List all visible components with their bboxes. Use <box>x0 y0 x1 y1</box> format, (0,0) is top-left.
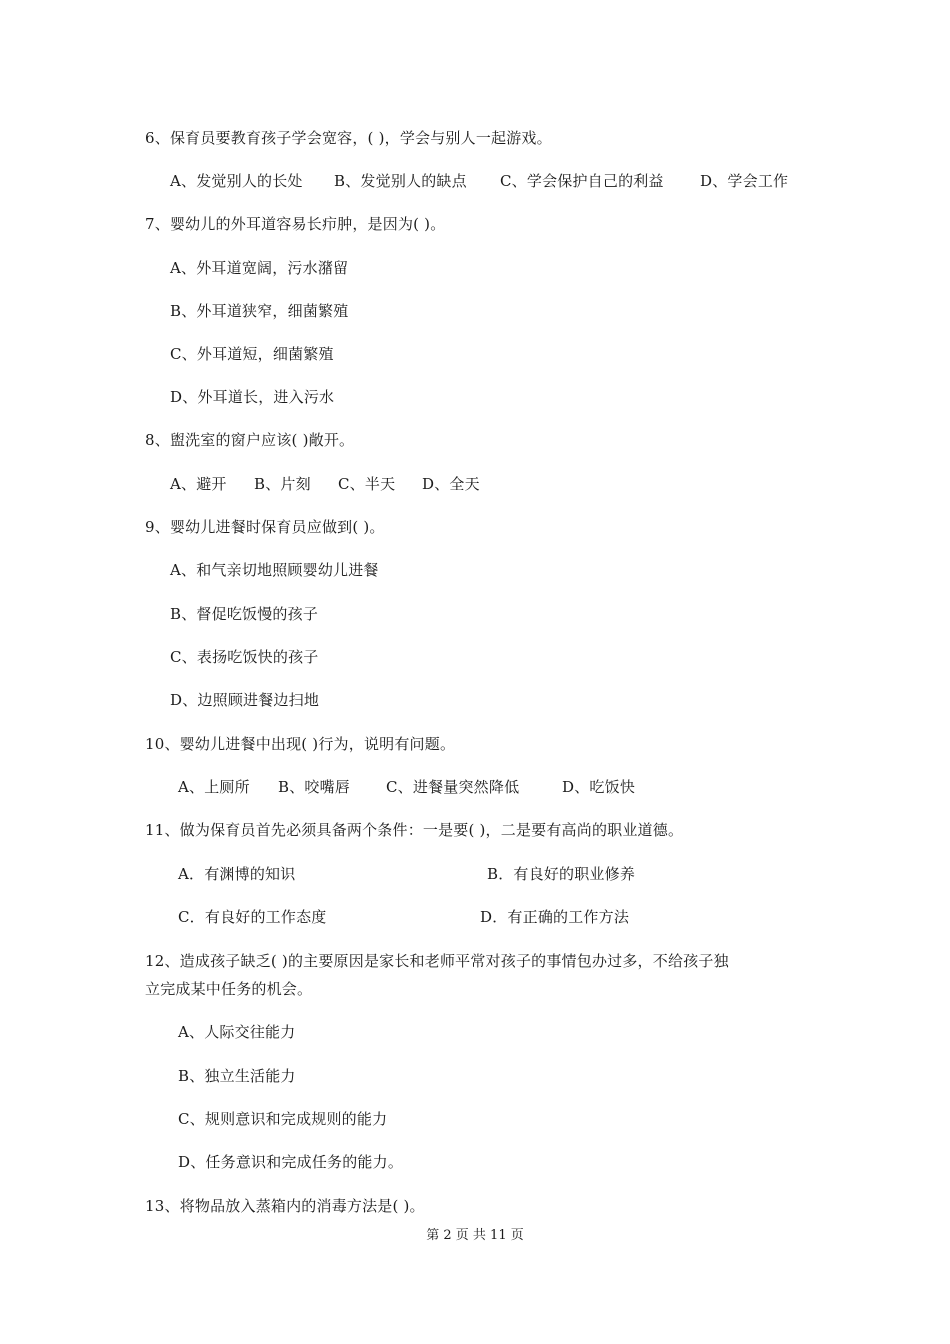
question-7-option-d: D、外耳道长，进入污水 <box>170 388 335 406</box>
question-6-option-c: C、学会保护自己的利益 <box>500 172 664 190</box>
question-6-options <box>170 171 788 191</box>
question-12-option-d: D、任务意识和完成任务的能力。 <box>178 1153 404 1171</box>
question-10-options <box>178 777 635 797</box>
question-6-option-d: D、学会工作 <box>700 172 789 190</box>
question-8-option-c: C、半天 <box>338 475 396 493</box>
question-8-option-d: D、全天 <box>422 475 480 493</box>
question-6-option-b: B、发觉别人的缺点 <box>334 172 467 190</box>
question-6-stem: 6、保育员要教育孩子学会宽容，( )，学会与别人一起游戏。 <box>145 129 552 147</box>
question-12-option-a: A、人际交往能力 <box>178 1023 296 1041</box>
question-10-option-b: B、咬嘴唇 <box>278 778 351 796</box>
question-9-option-b: B、督促吃饭慢的孩子 <box>170 605 319 623</box>
question-10-stem: 10、婴幼儿进餐中出现( )行为，说明有问题。 <box>145 735 456 753</box>
question-11-stem: 11、做为保育员首先必须具备两个条件：一是要( )，二是要有高尚的职业道德。 <box>145 821 684 839</box>
question-9-option-a: A、和气亲切地照顾婴幼儿进餐 <box>170 561 379 579</box>
question-12-option-c: C、规则意识和完成规则的能力 <box>178 1110 388 1128</box>
question-8-option-a: A、避开 <box>170 475 227 493</box>
question-13-stem: 13、将物品放入蒸箱内的消毒方法是( )。 <box>145 1197 425 1215</box>
question-7-option-a: A、外耳道宽阔，污水潴留 <box>170 259 349 277</box>
question-12-option-b: B、独立生活能力 <box>178 1067 296 1085</box>
question-10-option-a: A、上厕所 <box>178 778 250 796</box>
question-12-stem-line-2: 立完成某中任务的机会。 <box>145 980 313 998</box>
question-11-option-b: B．有良好的职业修养 <box>487 865 636 883</box>
question-11-option-c: C．有良好的工作态度 <box>178 908 327 926</box>
question-7-stem: 7、婴幼儿的外耳道容易长疖肿，是因为( )。 <box>145 215 446 233</box>
question-8-option-b: B、片刻 <box>254 475 311 493</box>
question-7-option-b: B、外耳道狭窄，细菌繁殖 <box>170 302 349 320</box>
question-11-option-a: A．有渊博的知识 <box>178 865 296 883</box>
question-8-stem: 8、盥洗室的窗户应该( )敞开。 <box>145 431 355 449</box>
question-10-option-c: C、进餐量突然降低 <box>386 778 520 796</box>
question-8-options <box>170 474 480 494</box>
question-9-option-d: D、边照顾进餐边扫地 <box>170 691 320 709</box>
page-number-footer: 第 2 页 共 11 页 <box>426 1228 524 1243</box>
question-6-option-a: A、发觉别人的长处 <box>170 172 303 190</box>
question-12-stem-line-1: 12、造成孩子缺乏( )的主要原因是家长和老师平常对孩子的事情包办过多，不给孩子独 <box>145 952 729 970</box>
question-9-stem: 9、婴幼儿进餐时保育员应做到( )。 <box>145 518 385 536</box>
question-10-option-d: D、吃饭快 <box>562 778 636 796</box>
question-7-option-c: C、外耳道短，细菌繁殖 <box>170 345 334 363</box>
question-11-option-d: D．有正确的工作方法 <box>480 908 630 926</box>
question-9-option-c: C、表扬吃饭快的孩子 <box>170 648 319 666</box>
